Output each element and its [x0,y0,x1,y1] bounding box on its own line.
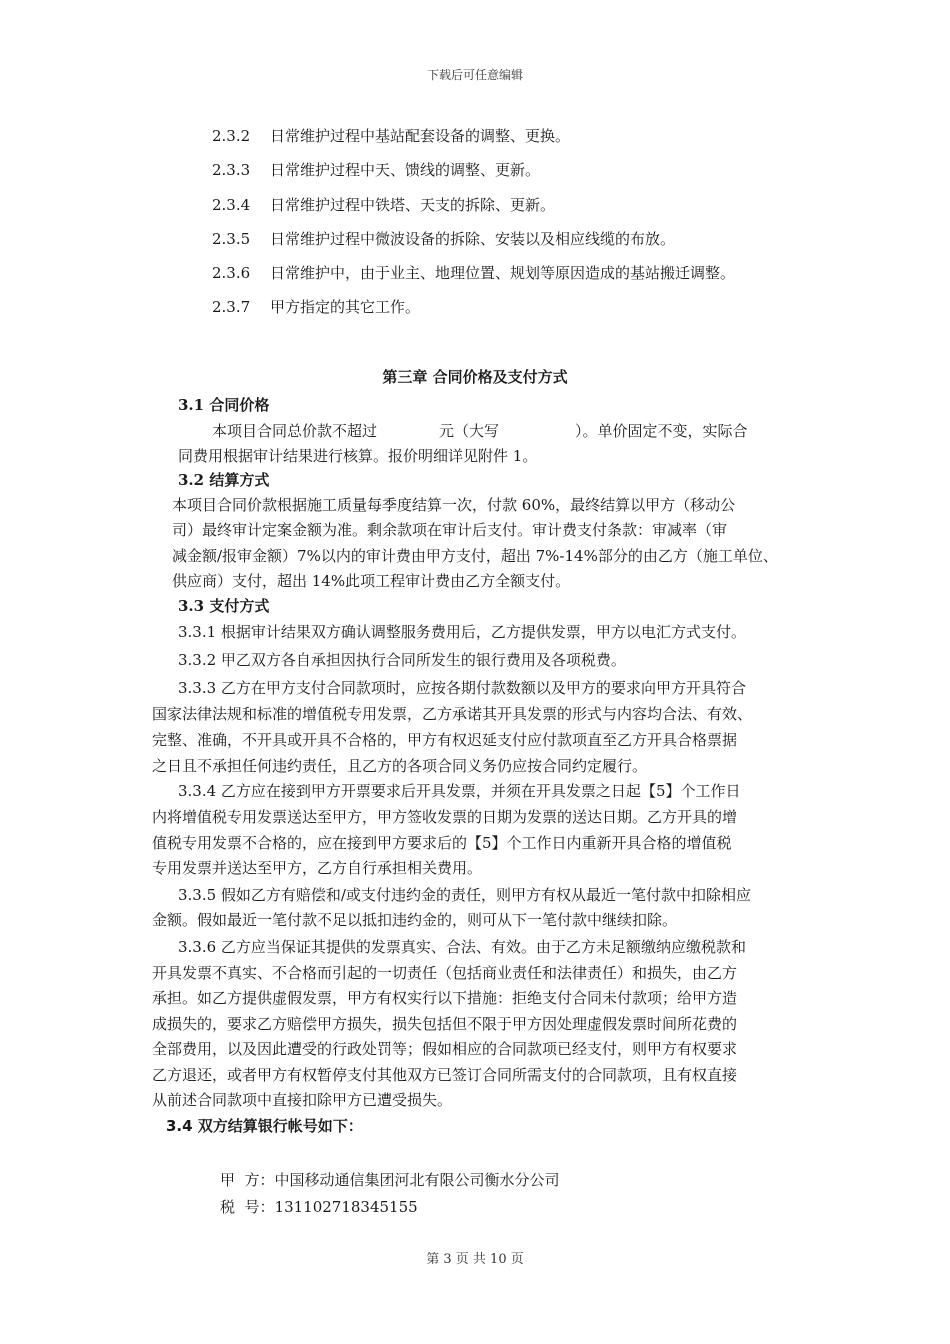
paragraph-line: 司）最终审计定案金额为准。剩余款项在审计后支付。审计费支付条款：审减率（审 [172,521,728,539]
paragraph-line: 3.3.3 乙方在甲方支付合同款项时，应按各期付款数额以及甲方的要求向甲方开具符合 [178,679,746,697]
paragraph-line: 专用发票并送达至甲方，乙方自行承担相关费用。 [152,859,483,877]
paragraph-line: 3.3.4 乙方应在接到甲方开票要求后开具发票，并须在开具发票之日起【5】个工作日 [178,782,741,800]
text-segment: 元（大写 [439,422,500,440]
paragraph-line: 承担。如乙方提供虚假发票，甲方有权实行以下措施：拒绝支付合同未付款项；给甲方造 [152,989,738,1007]
section-heading-3-3: 3.3 支付方式 [178,597,270,615]
item-number: 2.3.6 [212,264,251,282]
item-text: 日常维护过程中天、馈线的调整、更新。 [270,161,541,179]
paragraph-line: 值税专用发票不合格的，应在接到甲方要求后的【5】个工作日内重新开具合格的增值税 [152,834,732,852]
paragraph-line: 3.3.5 假如乙方有赔偿和/或支付违约金的责任，则甲方有权从最近一笔付款中扣除相应 [178,886,751,904]
paragraph-line: 全部费用，以及因此遭受的行政处罚等；假如相应的合同款项已经支付，则甲方有权要求 [152,1040,738,1058]
list-item [212,263,735,283]
item-number: 2.3.3 [212,161,251,179]
paragraph-line: 完整、准确，不开具或开具不合格的，甲方有权迟延支付应付款项直至乙方开具合格票据 [152,731,738,749]
tax-number-line: 税 号：131102718345155 [220,1198,418,1216]
section-heading-3-1: 3.1 合同价格 [178,396,270,414]
paragraph-line: 减金额/报审金额）7%以内的审计费由甲方支付，超出 7%-14%部分的由乙方（施工单位、 [172,547,778,565]
paragraph-line: 从前述合同款项中直接扣除甲方已遭受损失。 [152,1091,453,1109]
paragraph-line: 金额。假如最近一笔付款不足以抵扣违约金的，则可从下一笔付款中继续扣除。 [152,911,678,929]
page-header: 下载后可任意编辑 [426,68,523,82]
item-text: 日常维护过程中铁塔、天支的拆除、更新。 [270,196,556,214]
text-segment: 本项目合同总价款不超过 [212,422,378,440]
list-item [212,195,555,215]
item-number: 2.3.7 [212,298,251,316]
paragraph-line: 供应商）支付，超出 14%此项工程审计费由乙方全额支付。 [172,572,571,590]
item-number: 2.3.5 [212,230,251,248]
list-item [212,126,570,146]
paragraph-line: 3.3.1 根据审计结果双方确认调整服务费用后，乙方提供发票，甲方以电汇方式支付。 [178,623,746,641]
paragraph-line: 本项目合同价款根据施工质量每季度结算一次，付款 60%，最终结算以甲方（移动公 [172,496,736,514]
chapter-title: 第三章 合同价格及支付方式 [382,368,568,386]
item-text: 日常维护中，由于业主、地理位置、规划等原因造成的基站搬迁调整。 [270,264,736,282]
list-item [212,160,540,180]
party-a-line: 甲 方：中国移动通信集团河北有限公司衡水分公司 [220,1171,560,1189]
section-heading-3-2: 3.2 结算方式 [178,471,270,489]
section-heading-3-4: 3.4 双方结算银行帐号如下： [166,1117,363,1135]
item-text: 日常维护过程中基站配套设备的调整、更换。 [270,127,571,145]
paragraph-line: 同费用根据审计结果进行核算。报价明细详见附件 1。 [178,447,538,465]
item-number: 2.3.4 [212,196,251,214]
paragraph-line: 3.3.6 乙方应当保证其提供的发票真实、合法、有效。由于乙方未足额缴纳应缴税款和 [178,938,746,956]
paragraph-line: 开具发票不真实、不合格而引起的一切责任（包括商业责任和法律责任）和损失，由乙方 [152,964,738,982]
page-footer: 第 3 页 共 10 页 [426,1252,524,1267]
paragraph-line: 国家法律法规和标准的增值税专用发票，乙方承诺其开具发票的形式与内容均合法、有效、 [152,705,753,723]
text-segment: ）。单价固定不变，实际合 [575,422,748,440]
paragraph-line: 3.3.2 甲乙双方各自承担因执行合同所发生的银行费用及各项税费。 [178,651,626,669]
paragraph-line: 之日且不承担任何违约责任，且乙方的各项合同义务仍应按合同约定履行。 [152,757,648,775]
list-item [212,229,675,249]
list-item [212,297,420,317]
item-text: 甲方指定的其它工作。 [270,298,421,316]
paragraph-line: 内将增值税专用发票送达至甲方，甲方签收发票的日期为发票的送达日期。乙方开具的增 [152,808,738,826]
item-text: 日常维护过程中微波设备的拆除、安装以及相应线缆的布放。 [270,230,676,248]
paragraph-line: 成损失的，要求乙方赔偿甲方损失，损失包括但不限于甲方因处理虚假发票时间所花费的 [152,1015,738,1033]
paragraph-line: 乙方退还，或者甲方有权暂停支付其他双方已签订合同所需支付的合同款项，且有权直接 [152,1066,738,1084]
paragraph-line [212,421,748,441]
item-number: 2.3.2 [212,127,251,145]
